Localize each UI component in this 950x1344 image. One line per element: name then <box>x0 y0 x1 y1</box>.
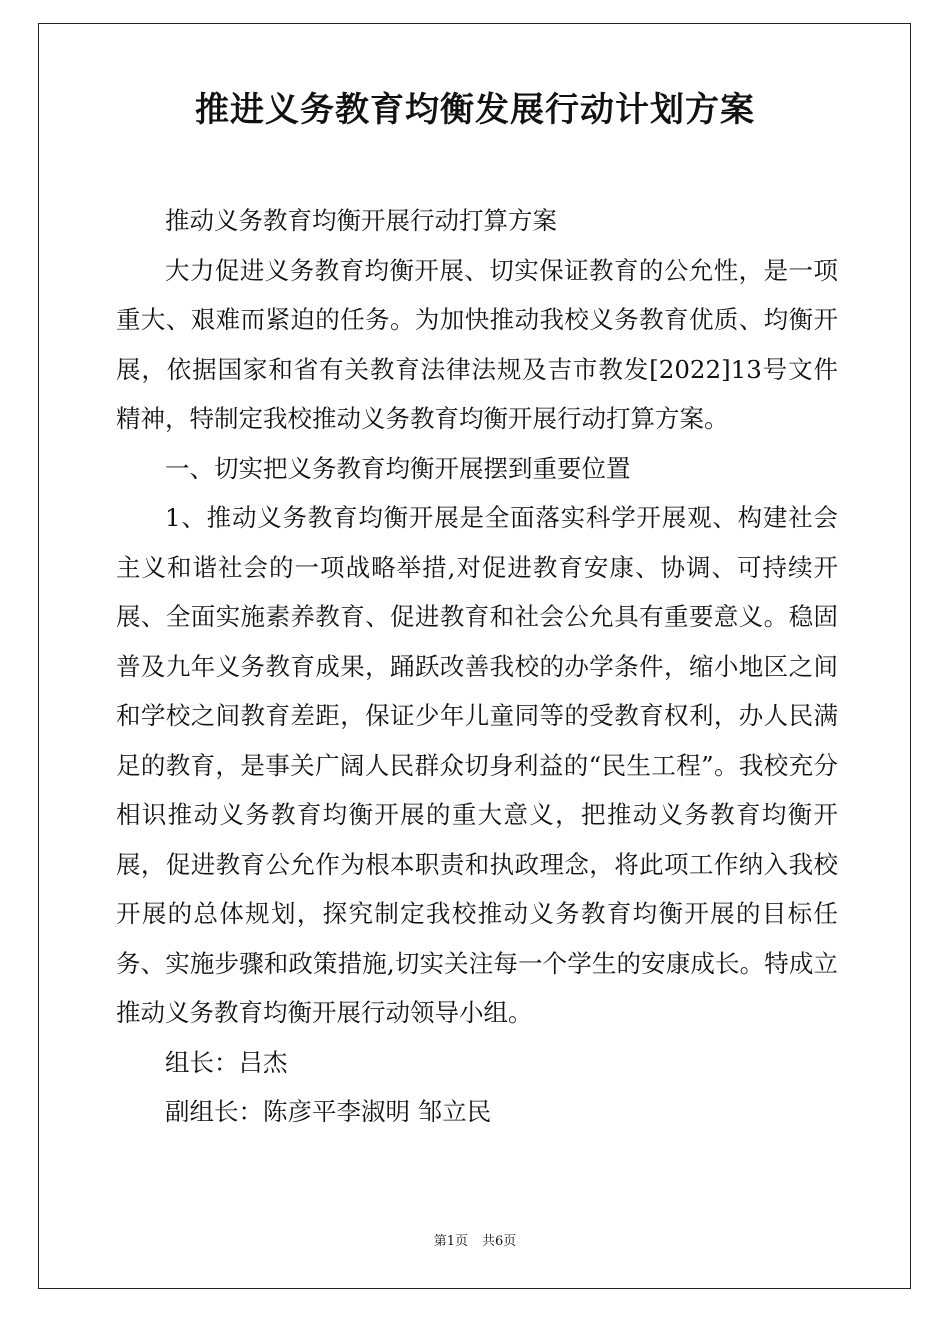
deputy-leader-line: 副组长：陈彦平李淑明 邹立民 <box>165 1097 492 1126</box>
total-pages-label: 共6页 <box>482 1234 517 1249</box>
page-footer <box>0 1233 950 1251</box>
document-body <box>116 196 838 1137</box>
body-paragraph: 1、推动义务教育均衡开展是全面落实科学开展观、构建社会主义和谐社会的一项战略举措,对促进教育安康、协调、可持续开展、全面实施素养教育、促进教育和社会公允具有重要意义。稳固普及九年义务教育成果，踊跃改善我校的办学条件，缩小地区之间和学校之间教育差距，保证少年儿童同等的受教育权利，办人民满足的教育，是事关广阔人民群众切身利益的“民生工程”。我校充分相识推动义务教育均衡开展的重大意义，把推动义务教育均衡开展，促进教育公允作为根本职责和执政理念，将此项工作纳入我校开展的总体规划，探究制定我校推动义务教育均衡开展的目标任务、实施步骤和政策措施,切实关注每一个学生的安康成长。特成立推动义务教育均衡开展行动领导小组。 <box>116 503 838 1027</box>
intro-paragraph: 大力促进义务教育均衡开展、切实保证教育的公允性，是一项重大、艰难而紧迫的任务。为加快推动我校义务教育优质、均衡开展，依据国家和省有关教育法律法规及吉市教发[2022]13号文件精神，特制定我校推动义务教育均衡开展行动打算方案。 <box>116 255 838 433</box>
subtitle-paragraph: 推动义务教育均衡开展行动打算方案 <box>165 206 557 235</box>
document-title: 推进义务教育均衡发展行动计划方案 <box>195 90 755 130</box>
group-leader-line: 组长：吕杰 <box>165 1047 288 1077</box>
section-heading: 一、切实把义务教育均衡开展摆到重要位置 <box>165 453 631 483</box>
current-page-label: 第1页 <box>433 1234 468 1249</box>
